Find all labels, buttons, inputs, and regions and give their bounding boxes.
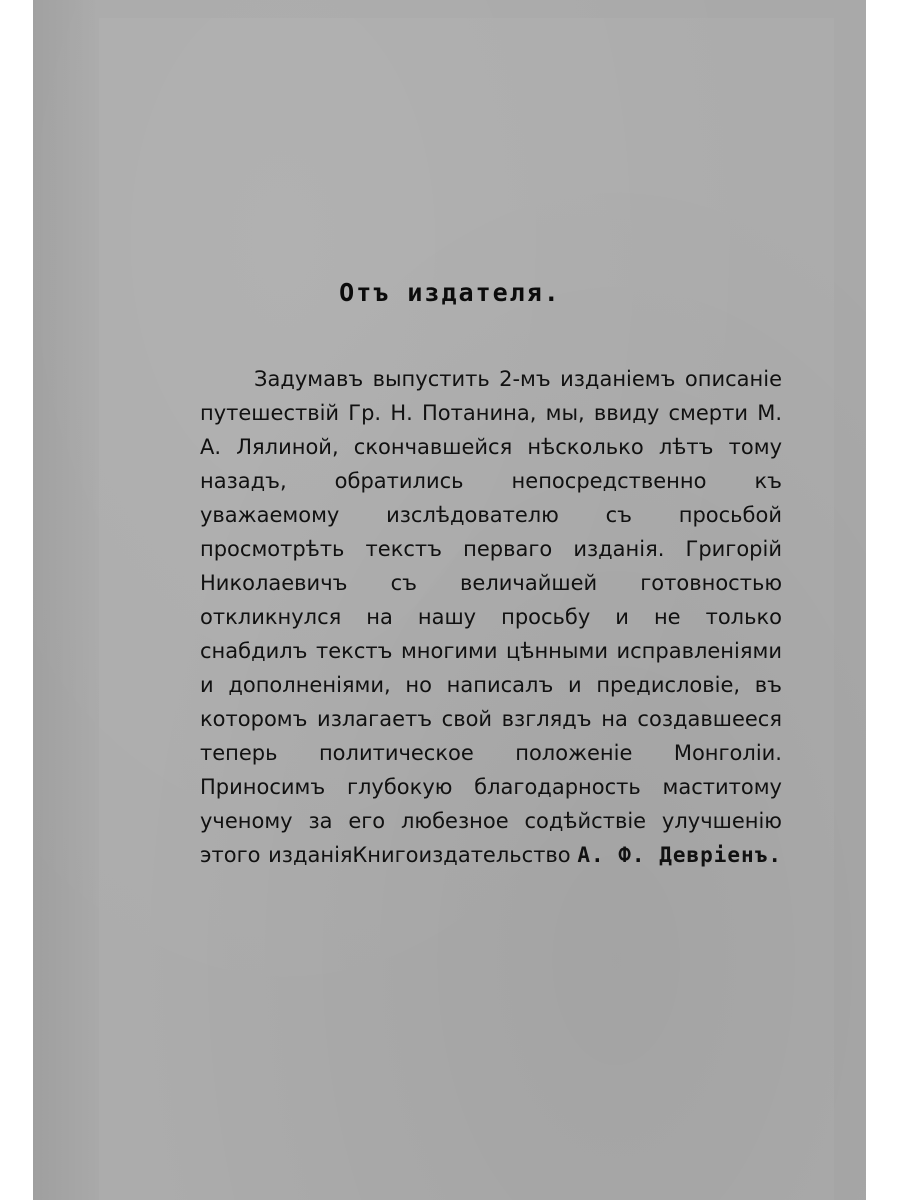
publisher-signature <box>200 843 782 867</box>
paragraph: Задумавъ выпустить 2-мъ изданіемъ описаніе путешествій Гр. Н. Потанина, мы, ввиду смерти М. А. Лялиной, скончавшейся нѣсколько лѣтъ тому назадъ, обратились непосредственно къ уважаемому изслѣдователю съ просьбой просмотрѣть текстъ перваго изданія. Григорій Николаевичъ съ величайшей готовностью откликнулся на нашу просьбу и не только снабдилъ текстъ многими цѣнными исправленіями и дополненіями, но написалъ и предисловіе, въ которомъ излагаетъ свой взглядъ на создавшееся теперь политическое положеніе Монголіи. Приносимъ глубокую благодарность маститому ученому за его любезное содѣйствіе улучшенію этого изданія. <box>200 367 782 867</box>
signature-prefix: Книгоиздательство <box>352 843 571 867</box>
body-text <box>200 362 782 872</box>
scan-edge-shadow <box>33 0 99 1200</box>
page-title: Отъ издателя. <box>339 278 561 307</box>
signature-name: А. Ф. Девріенъ. <box>577 843 782 867</box>
